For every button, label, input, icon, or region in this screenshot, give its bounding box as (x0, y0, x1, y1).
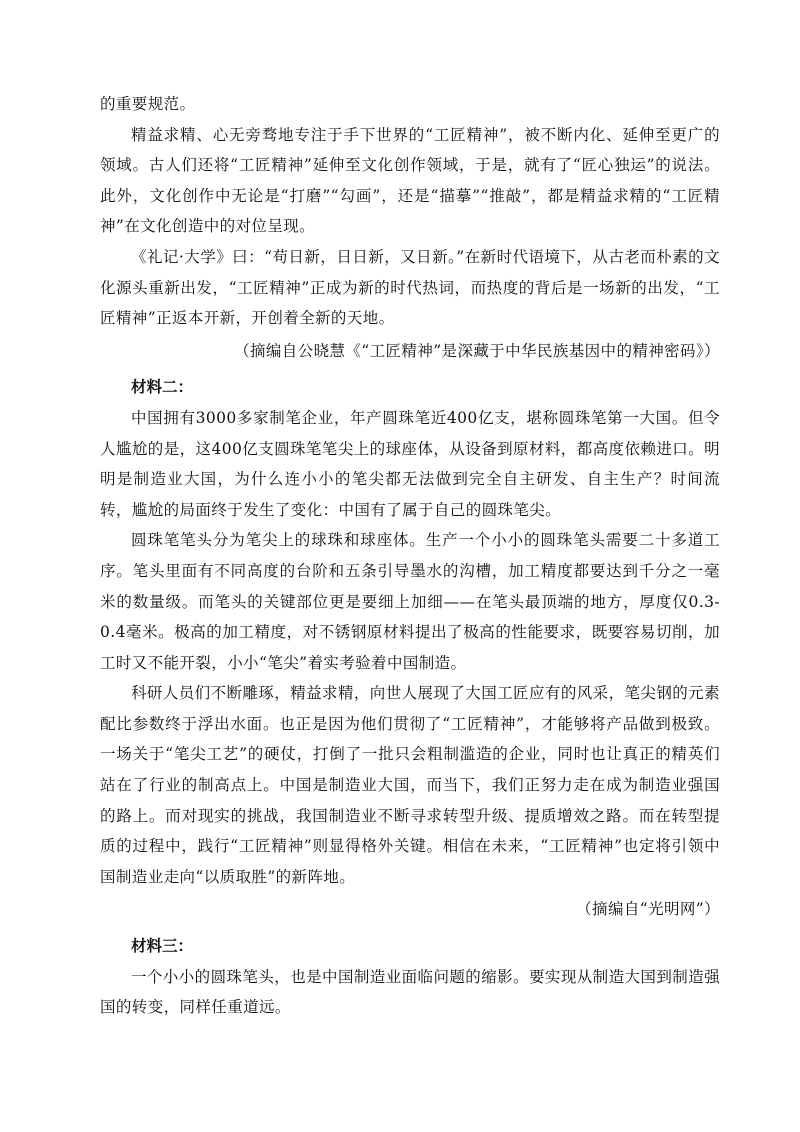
paragraph-craftsman-spirit-culture: 精益求精、心无旁骛地专注于手下世界的“工匠精神”，被不断内化、延伸至更广的领域。古人们还将“工匠精神”延伸至文化创作领域，于是，就有了“匠心独运”的说法。此外，文化创作中无论是“打磨”“勾画”，还是“描摹”“推敲”，都是精益求精的“工匠精神”在文化创造中的对位呈现。 (100, 125, 720, 236)
paragraph-liji-daxue: 《礼记·大学》曰：“苟日新，日日新，又日新。”在新时代语境下，从古老而朴素的文化源头重新出发，“工匠精神”正成为新的时代热词，而热度的背后是一场新的出发，“工匠精神”正返本开新，开创着全新的天地。 (100, 247, 720, 328)
source-citation-1: （摘编自公晓慧《“工匠精神”是深藏于中华民族基因中的精神密码》） (234, 341, 720, 360)
paragraph-pen-industry: 中国拥有3000多家制笔企业，年产圆珠笔近400亿支，堪称圆珠笔第一大国。但令人尴尬的是，这400亿支圆珠笔笔尖上的球座体，从设备到原材料，都高度依赖进口。明明是制造业大国，为什么连小小的笔尖都无法做到完全自主研发、自主生产？时间流转，尴尬的局面终于发生了变化：中国有了属于自己的圆珠笔尖。 (100, 408, 720, 519)
paragraph-researchers: 科研人员们不断雕琢，精益求精，向世人展现了大国工匠应有的风采，笔尖钢的元素配比参数终于浮出水面。也正是因为他们贯彻了“工匠精神”，才能够将产品做到极致。一场关于“笔尖工艺”的硬仗，打倒了一批只会粗制滥造的企业，同时也让真正的精英们站在了行业的制高点上。中国是制造业大国，而当下，我们正努力走在成为制造业强国的路上。而对现实的挑战，我国制造业不断寻求转型升级、提质增效之路。而在转型提质的过程中，践行“工匠精神”则显得格外关键。相信在未来，“工匠精神”也定将引领中国制造业走向“以质取胜”的新阵地。 (100, 684, 720, 886)
document-page (100, 89, 720, 1023)
paragraph-manufacturing-transition: 一个小小的圆珠笔头，也是中国制造业面临问题的缩影。要实现从制造大国到制造强国的转变，同样任重道远。 (100, 967, 720, 1017)
paragraph-continuation: 的重要规范。 (100, 95, 196, 113)
source-citation-2: （摘编自“光明网”） (576, 900, 720, 919)
paragraph-pen-tip-structure: 圆珠笔笔头分为笔尖上的球珠和球座体。生产一个小小的圆珠笔头需要二十多道工序。笔头里面有不同高度的台阶和五条引导墨水的沟槽，加工精度都要达到千分之一毫米的数量级。而笔头的关键部位更是要细上加细——在笔头最顶端的地方，厚度仅0.3-0.4毫米。极高的加工精度，对不锈钢原材料提出了极高的性能要求，既要容易切削，加工时又不能开裂，小小“笔尖”着实考验着中国制造。 (100, 531, 720, 672)
section-heading-material-3: 材料三： (131, 937, 194, 956)
section-heading-material-2: 材料二： (131, 378, 194, 397)
